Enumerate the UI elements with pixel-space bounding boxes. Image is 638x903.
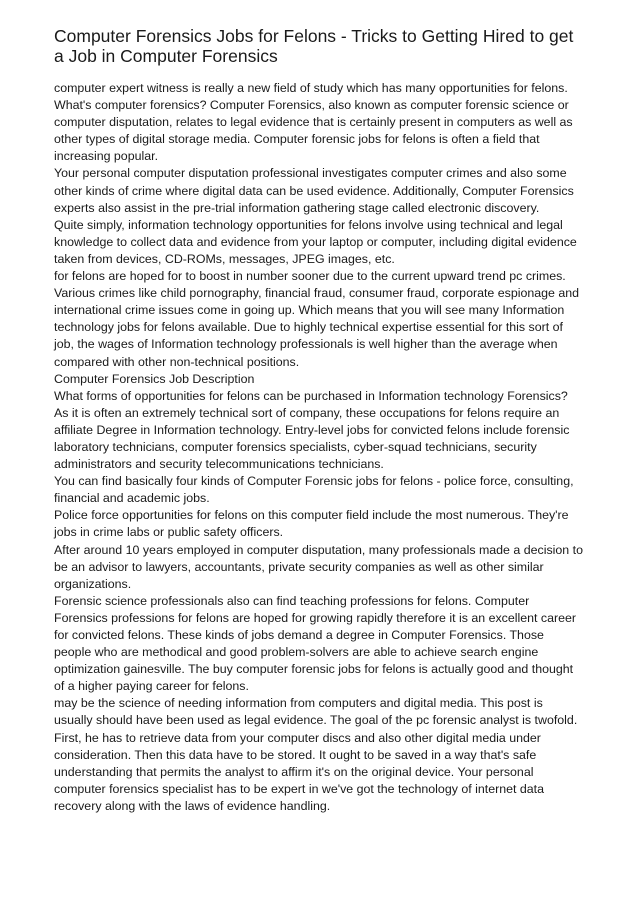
paragraph: What forms of opportunities for felons can be purchased in Information technology Forensics?: [54, 388, 568, 403]
paragraph: Your personal computer disputation professional investigates computer crimes and also some other kinds of crime where digital data can be used evidence. Additionally, Computer Forensics experts also assist in the pre-trial information gathering stage called electronic discovery.: [54, 166, 574, 215]
paragraph: Police force opportunities for felons on this computer field include the most numerous. They're jobs in crime labs or public safety officers.: [54, 508, 569, 540]
paragraph: After around 10 years employed in computer disputation, many professionals made a decision to be an advisor to lawyers, accountants, private security companies as well as other similar organizations.: [54, 542, 583, 591]
document-page: [54, 26, 584, 815]
document-title: Computer Forensics Jobs for Felons - Tricks to Getting Hired to get a Job in Computer Forensics: [54, 26, 574, 66]
paragraph: You can find basically four kinds of Computer Forensic jobs for felons - police force, consulting, financial and academic jobs.: [54, 474, 574, 506]
paragraph: computer expert witness is really a new field of study which has many opportunities for felons. What's computer forensics? Computer Forensics, also known as computer forensic science or computer disputation, relates to legal evidence that is certainly present in computers as well as other types of digital storage media. Computer forensic jobs for felons is often a field that increasing popular.: [54, 81, 573, 164]
paragraph: Quite simply, information technology opportunities for felons involve using technical and legal knowledge to collect data and evidence from your laptop or computer, including digital evidence taken from devices, CD-ROMs, messages, JPEG images, etc.: [54, 217, 577, 266]
paragraph: may be the science of needing information from computers and digital media. This post is usually should have been used as legal evidence. The goal of the pc forensic analyst is twofold. First, he has to retrieve data from your computer discs and also other digital media under consideration. Then this data have to be stored. It ought to be saved in a way that's safe understanding that permits the analyst to affirm it's on the original device. Your personal computer forensics specialist has to be expert in we've got the technology of internet data recovery along with the laws of evidence handling.: [54, 696, 578, 813]
document-body: [54, 80, 584, 815]
paragraph: for felons are hoped for to boost in number sooner due to the current upward trend pc crimes. Various crimes like child pornography, financial fraud, consumer fraud, corporate espionage and international crime issues come in going up. Which means that you will see many Information technology jobs for felons available. Due to highly technical expertise essential for this sort of job, the wages of Information technology professionals is well higher than the average when compared with other non-technical positions.: [54, 269, 580, 369]
paragraph: As it is often an extremely technical sort of company, these occupations for felons require an affiliate Degree in Information technology. Entry-level jobs for convicted felons include forensic laboratory technicians, computer forensics specialists, cyber-squad technicians, security administrators and security telecommunications technicians.: [54, 405, 570, 472]
section-heading: Computer Forensics Job Description: [54, 371, 255, 386]
paragraph: Forensic science professionals also can find teaching professions for felons. Computer Forensics professions for felons are hoped for growing rapidly therefore it is an excellent career for convicted felons. These kinds of jobs demand a degree in Computer Forensics. Those people who are methodical and good problem-solvers are able to achieve search engine optimization gainesville. The buy computer forensic jobs for felons is actually good and thought of a higher paying career for felons.: [54, 593, 577, 694]
